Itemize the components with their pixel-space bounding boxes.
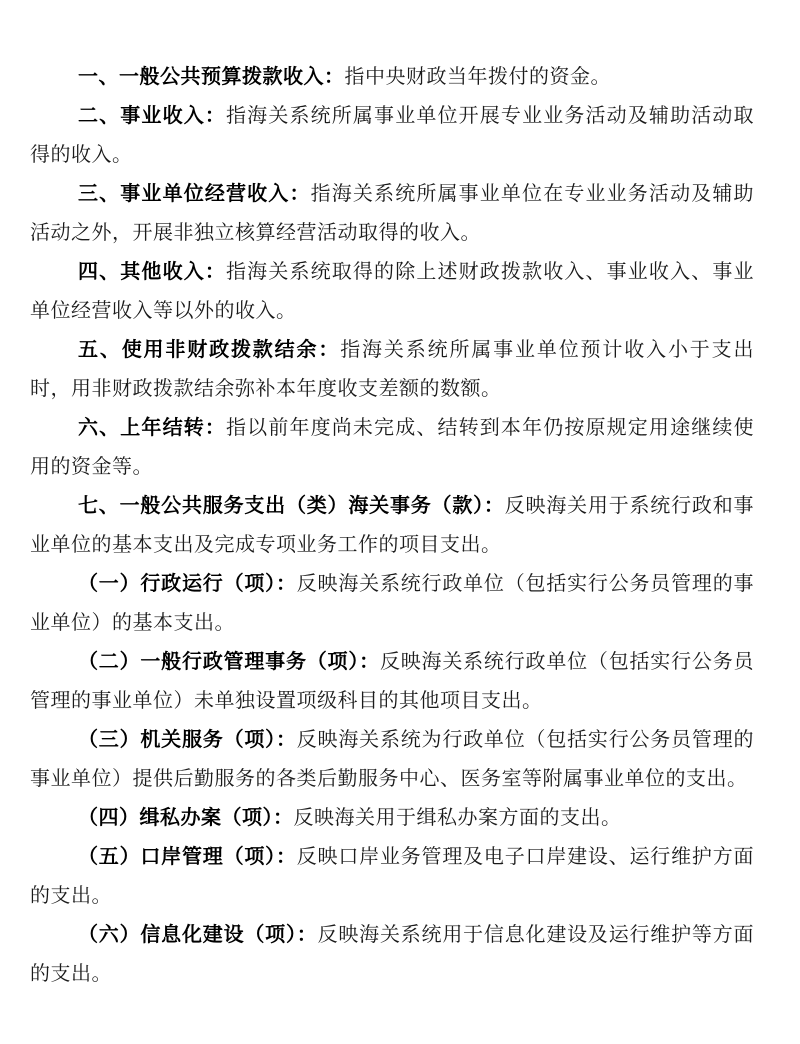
paragraph-text: 反映口岸业务管理及电子口岸建设、运行维护方面的支出。 — [30, 844, 754, 907]
paragraph-text: 指海关系统所属事业单位在专业业务活动及辅助活动之外，开展非独立核算经营活动取得的收入。 — [30, 181, 755, 244]
paragraph-term: （五）口岸管理（项）： — [78, 844, 297, 868]
paragraph-text: 反映海关系统为行政单位（包括实行公务员管理的事业单位）提供后勤服务的各类后勤服务中心、医务室等附属事业单位的支出。 — [30, 727, 754, 790]
paragraph-general-budget-income — [30, 57, 754, 96]
paragraph-carryover — [30, 408, 754, 486]
paragraph-non-fiscal-surplus — [30, 330, 754, 408]
paragraph-term: 五、使用非财政拨款结余： — [78, 337, 341, 361]
paragraph-administrative-operation — [30, 564, 754, 642]
paragraph-port-management — [30, 837, 754, 915]
paragraph-term: 二、事业收入： — [78, 103, 227, 127]
paragraph-text: 指海关系统所属事业单位开展专业业务活动及辅助活动取得的收入。 — [30, 103, 755, 166]
paragraph-term: 七、一般公共服务支出（类）海关事务（款）： — [78, 493, 505, 517]
paragraph-term: （一）行政运行（项）： — [78, 571, 297, 595]
paragraph-text: 指中央财政当年拨付的资金。 — [344, 64, 611, 88]
paragraph-text: 反映海关系统用于信息化建设及运行维护等方面的支出。 — [30, 922, 754, 985]
paragraph-customs-affairs — [30, 486, 754, 564]
paragraph-institutional-services — [30, 720, 754, 798]
paragraph-informatization — [30, 915, 754, 993]
paragraph-term: 一、一般公共预算拨款收入： — [78, 64, 345, 88]
paragraph-text: 指海关系统所属事业单位预计收入小于支出时，用非财政拨款结余弥补本年度收支差额的数额。 — [30, 337, 755, 400]
paragraph-term: （四）缉私办案（项）： — [78, 805, 294, 829]
paragraph-term: 三、事业单位经营收入： — [78, 181, 311, 205]
paragraph-text: 指海关系统取得的除上述财政拨款收入、事业收入、事业单位经营收入等以外的收入。 — [30, 259, 755, 322]
document-page — [30, 57, 754, 993]
paragraph-anti-smuggling — [30, 798, 754, 837]
paragraph-operating-income — [30, 174, 754, 252]
paragraph-term: 六、上年结转： — [78, 415, 227, 439]
paragraph-text: 反映海关系统行政单位（包括实行公务员管理的事业单位）的基本支出。 — [30, 571, 754, 634]
paragraph-text: 指以前年度尚未完成、结转到本年仍按原规定用途继续使用的资金等。 — [30, 415, 755, 478]
paragraph-term: 四、其他收入： — [78, 259, 227, 283]
paragraph-term: （二）一般行政管理事务（项）： — [78, 649, 380, 673]
paragraph-term: （六）信息化建设（项）： — [78, 922, 318, 946]
paragraph-text: 反映海关用于缉私办案方面的支出。 — [293, 805, 622, 829]
paragraph-business-income — [30, 96, 754, 174]
paragraph-other-income — [30, 252, 754, 330]
paragraph-term: （三）机关服务（项）： — [78, 727, 297, 751]
paragraph-text: 反映海关用于系统行政和事业单位的基本支出及完成专项业务工作的项目支出。 — [30, 493, 754, 556]
paragraph-text: 反映海关系统行政单位（包括实行公务员管理的事业单位）未单独设置项级科目的其他项目支出。 — [30, 649, 754, 712]
paragraph-general-admin-affairs — [30, 642, 754, 720]
